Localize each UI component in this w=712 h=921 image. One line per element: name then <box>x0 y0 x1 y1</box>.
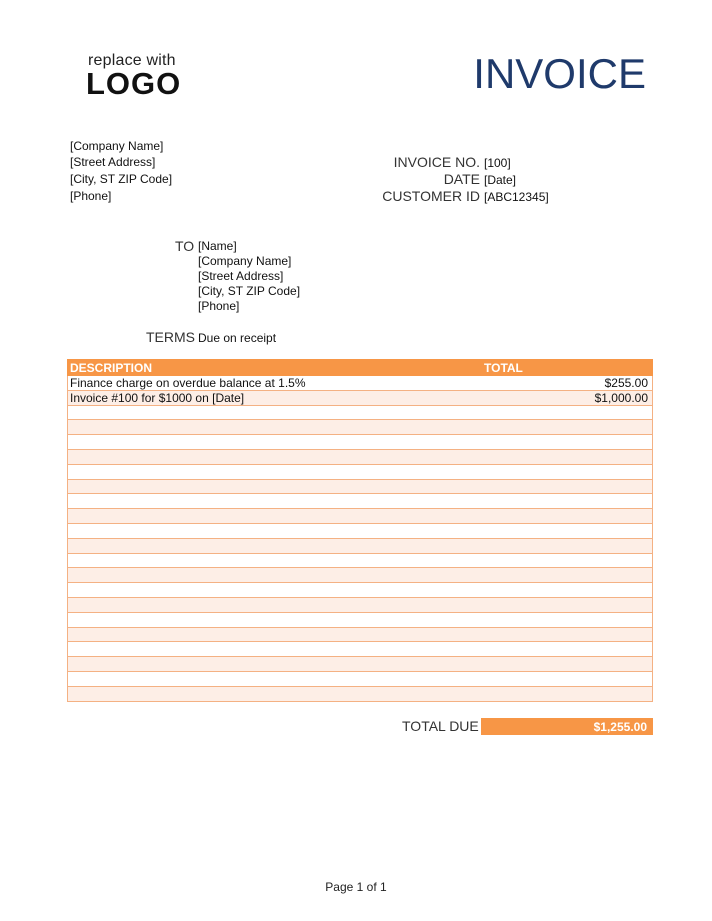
table-row <box>68 583 652 598</box>
table-row <box>68 450 652 465</box>
logo-placeholder-caption: replace with <box>88 52 176 69</box>
table-row <box>68 524 652 539</box>
total-header: TOTAL <box>484 361 523 375</box>
table-row <box>68 642 652 657</box>
customer-id-label: CUSTOMER ID <box>382 188 480 204</box>
table-row <box>68 539 652 554</box>
terms-value: Due on receipt <box>198 331 277 345</box>
table-row <box>68 687 652 702</box>
total-due-value: $1,255.00 <box>593 720 647 734</box>
table-row <box>68 494 652 509</box>
to-company: [Company Name] <box>198 254 292 268</box>
line-items-table <box>67 359 653 702</box>
to-city: [City, ST ZIP Code] <box>198 284 301 298</box>
total-due-box <box>481 718 653 735</box>
total-due-label: TOTAL DUE <box>402 718 479 734</box>
table-row <box>68 628 652 643</box>
table-row <box>68 568 652 583</box>
description-header: DESCRIPTION <box>70 361 153 375</box>
table-row <box>68 465 652 480</box>
page-number: Page 1 of 1 <box>325 880 387 894</box>
table-header <box>67 359 653 376</box>
row-description: Finance charge on overdue balance at 1.5% <box>70 376 306 390</box>
terms-label: TERMS <box>146 329 195 345</box>
table-row <box>68 598 652 613</box>
date-label: DATE <box>443 171 480 187</box>
company-city: [City, ST ZIP Code] <box>70 172 173 186</box>
row-description: Invoice #100 for $1000 on [Date] <box>70 390 245 405</box>
date-value: [Date] <box>484 173 517 187</box>
table-row <box>68 435 652 450</box>
row-total: $255.00 <box>604 376 648 390</box>
table-row <box>68 406 652 421</box>
company-phone: [Phone] <box>70 189 112 203</box>
logo-placeholder: LOGO <box>86 66 182 101</box>
to-label: TO <box>175 238 195 254</box>
table-row <box>68 657 652 672</box>
company-name: [Company Name] <box>70 139 164 153</box>
to-name: [Name] <box>198 239 237 253</box>
table-row <box>68 613 652 628</box>
table-row <box>68 509 652 524</box>
to-phone: [Phone] <box>198 299 240 313</box>
invoice-no-label: INVOICE NO. <box>393 154 480 170</box>
table-row <box>68 420 652 435</box>
invoice-no-value: [100] <box>484 156 511 170</box>
table-body <box>67 376 653 702</box>
customer-id-value: [ABC12345] <box>484 190 549 204</box>
table-row <box>68 554 652 569</box>
to-street: [Street Address] <box>198 269 284 283</box>
invoice-title: INVOICE <box>473 50 646 97</box>
table-row <box>68 480 652 495</box>
row-total: $1,000.00 <box>594 390 648 405</box>
table-row <box>68 672 652 687</box>
company-street: [Street Address] <box>70 155 156 169</box>
table-row <box>68 391 652 406</box>
table-row <box>68 376 652 391</box>
